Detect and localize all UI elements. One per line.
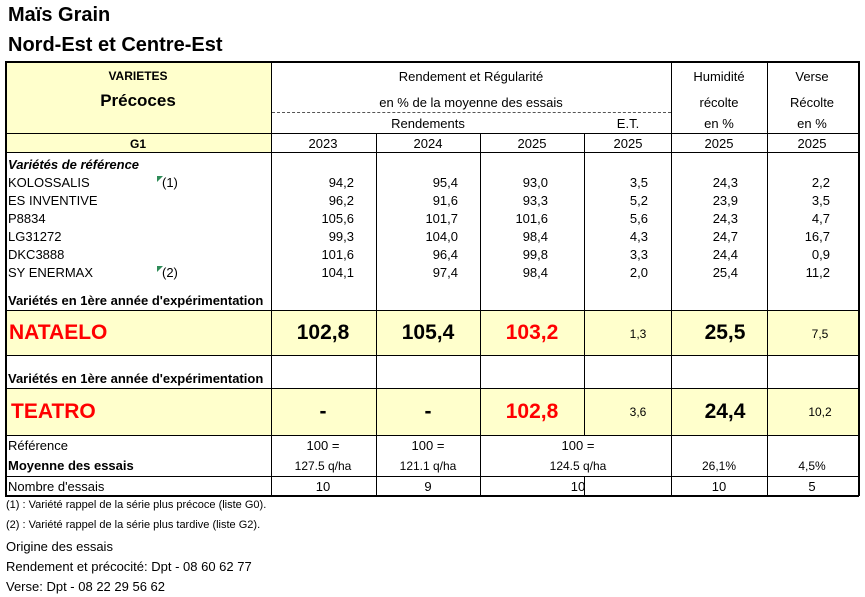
value-2023: 96,2 [328, 193, 354, 208]
header-rendement-regularite: Rendement et Régularité [398, 69, 544, 84]
footnote: (1) : Variété rappel de la série plus précoce (liste G0). [6, 499, 267, 511]
header-group: G1 [129, 137, 147, 151]
reference-value: 100 = [411, 438, 445, 453]
header-humidite: Humidité [693, 69, 745, 84]
moyenne-value: 26,1% [701, 459, 737, 473]
value-et: 1,3 [629, 327, 647, 341]
year-header: 2025 [517, 136, 547, 151]
moyenne-value: 127.5 q/ha [294, 459, 352, 473]
nombre-value: 9 [424, 479, 432, 494]
value-2025: 102,8 [505, 400, 559, 423]
value-2024: 104,0 [425, 229, 458, 244]
year-header: 2025 [704, 136, 734, 151]
header-verse: Verse [795, 69, 829, 84]
variety-name: P8834 [8, 211, 46, 226]
value-et: 4,3 [629, 229, 648, 244]
origin-title: Origine des essais [6, 539, 113, 554]
value-verse: 3,5 [811, 193, 830, 208]
header-precoces: Précoces [100, 91, 176, 110]
variety-name: KOLOSSALIS [8, 175, 90, 190]
title-region: Nord-Est et Centre-Est [8, 34, 223, 56]
nombre-value: 10 [570, 479, 586, 494]
value-2025: 93,3 [522, 193, 548, 208]
value-et: 5,6 [629, 211, 648, 226]
value-2024: 91,6 [432, 193, 458, 208]
value-2023: 99,3 [328, 229, 354, 244]
nombre-value: 10 [711, 479, 727, 494]
value-2025: 93,0 [522, 175, 548, 190]
origin-rendement: Rendement et précocité: Dpt - 08 60 62 77 [6, 559, 252, 574]
value-2023: 101,6 [321, 247, 354, 262]
value-2023: 94,2 [328, 175, 354, 190]
value-2025: 103,2 [505, 321, 559, 344]
value-2025: 99,8 [522, 247, 548, 262]
value-humidite: 25,4 [712, 265, 738, 280]
value-humidite: 25,5 [704, 321, 746, 344]
value-et: 3,5 [629, 175, 648, 190]
value-verse: 0,9 [811, 247, 830, 262]
value-humidite: 23,9 [712, 193, 738, 208]
value-2023: - [319, 400, 327, 423]
variety-name: SY ENERMAX [8, 265, 94, 280]
value-et: 5,2 [629, 193, 648, 208]
header-humidite-unit: en % [704, 116, 734, 131]
variety-name: NATAELO [9, 321, 108, 344]
nombre-label: Nombre d'essais [8, 479, 105, 494]
header-rendements: Rendements [391, 116, 465, 131]
year-header: 2023 [308, 136, 338, 151]
moyenne-value: 121.1 q/ha [399, 459, 457, 473]
reference-value: 100 = [561, 438, 595, 453]
value-humidite: 24,3 [712, 211, 738, 226]
moyenne-value: 124.5 q/ha [549, 459, 607, 473]
value-verse: 11,2 [805, 265, 830, 280]
section-reference: Variétés de référence [8, 157, 140, 172]
variety-note: (1) [162, 175, 178, 190]
nombre-value: 5 [808, 479, 816, 494]
footnote: (2) : Variété rappel de la série plus tardive (liste G2). [6, 519, 261, 531]
value-et: 3,3 [629, 247, 648, 262]
header-varietes: VARIETES [108, 69, 168, 83]
variety-name: LG31272 [8, 229, 62, 244]
origin-verse: Verse: Dpt - 08 22 29 56 62 [6, 579, 165, 594]
header-verse-unit: en % [797, 116, 827, 131]
year-header: 2025 [613, 136, 643, 151]
value-verse: 4,7 [811, 211, 830, 226]
variety-name: DKC3888 [8, 247, 65, 262]
variety-name: ES INVENTIVE [8, 193, 98, 208]
value-2024: 97,4 [432, 265, 458, 280]
value-2024: 105,4 [401, 321, 455, 344]
value-humidite: 24,3 [712, 175, 738, 190]
value-2023: 102,8 [296, 321, 350, 344]
moyenne-value: 4,5% [798, 459, 826, 473]
nombre-value: 10 [315, 479, 331, 494]
value-2023: 105,6 [321, 211, 354, 226]
value-et: 3,6 [629, 405, 647, 419]
moyenne-label: Moyenne des essais [8, 458, 134, 473]
value-humidite: 24,4 [712, 247, 738, 262]
value-2024: 101,7 [425, 211, 458, 226]
section-new-varieties: Variétés en 1ère année d'expérimentation [8, 293, 264, 308]
value-2025: 101,6 [515, 211, 548, 226]
section-new-varieties: Variétés en 1ère année d'expérimentation [8, 371, 264, 386]
value-2024: - [424, 400, 432, 423]
header-et: E.T. [616, 116, 640, 131]
title-crop: Maïs Grain [8, 4, 111, 26]
variety-name: TEATRO [11, 400, 96, 423]
value-2024: 95,4 [432, 175, 458, 190]
value-et: 2,0 [629, 265, 648, 280]
value-humidite: 24,7 [712, 229, 738, 244]
value-verse: 16,7 [804, 229, 830, 244]
value-verse: 2,2 [811, 175, 830, 190]
variety-note: (2) [162, 265, 178, 280]
value-2025: 98,4 [522, 229, 548, 244]
header-recolte: récolte [699, 95, 739, 110]
value-2024: 96,4 [432, 247, 458, 262]
header-pct-moyenne: en % de la moyenne des essais [379, 95, 563, 110]
value-2025: 98,4 [522, 265, 548, 280]
reference-value: 100 = [306, 438, 340, 453]
reference-label: Référence [8, 438, 68, 453]
year-header: 2025 [797, 136, 827, 151]
value-verse: 10,2 [808, 405, 832, 419]
year-header: 2024 [413, 136, 443, 151]
value-humidite: 24,4 [704, 400, 746, 423]
value-verse: 7,5 [811, 327, 829, 341]
value-2023: 104,1 [321, 265, 354, 280]
header-verse-recolte: Récolte [789, 95, 835, 110]
